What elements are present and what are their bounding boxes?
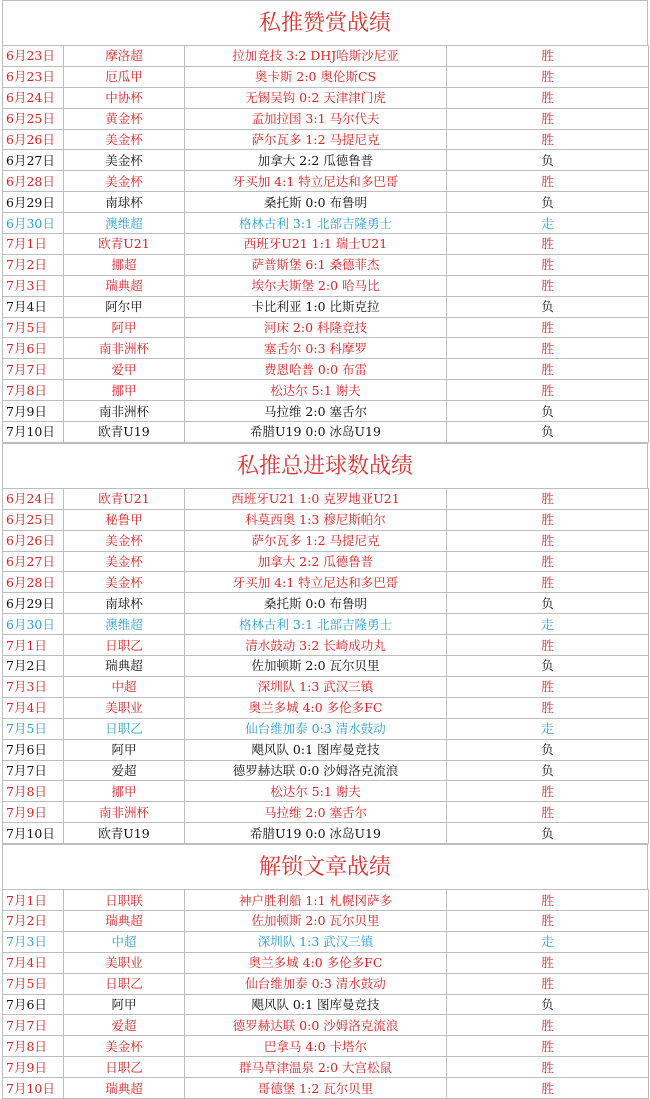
table-row <box>3 359 649 380</box>
league-cell: 欧青U19 <box>64 422 185 443</box>
league-cell: 黄金杯 <box>64 108 185 129</box>
result-cell: 胜 <box>447 171 649 192</box>
match-cell: 萨尔瓦多 1:2 马提尼克 <box>185 129 447 150</box>
match-cell: 格林古利 3:1 北部吉隆勇士 <box>185 213 447 234</box>
league-cell: 挪甲 <box>64 380 185 401</box>
match-cell: 科莫西奥 1:3 穆尼斯帕尔 <box>185 509 447 530</box>
table-row <box>3 380 649 401</box>
result-cell: 胜 <box>447 676 649 697</box>
league-cell: 欧青U21 <box>64 488 185 509</box>
match-cell: 格林古利 3:1 北部吉隆勇士 <box>185 614 447 635</box>
table-row <box>3 593 649 614</box>
table-row <box>3 150 649 171</box>
date-cell: 6月29日 <box>3 192 64 213</box>
league-cell: 挪超 <box>64 254 185 275</box>
match-cell: 马拉维 2:0 塞舌尔 <box>185 401 447 422</box>
match-cell: 巴拿马 4:0 卡塔尔 <box>185 1036 447 1057</box>
table-row <box>3 296 649 317</box>
league-cell: 瑞典超 <box>64 1078 185 1099</box>
match-cell: 桑托斯 0:0 布鲁明 <box>185 192 447 213</box>
table-row <box>3 802 649 823</box>
table-row <box>3 488 649 509</box>
league-cell: 日职乙 <box>64 718 185 739</box>
league-cell: 日职乙 <box>64 635 185 656</box>
date-cell: 7月10日 <box>3 823 64 844</box>
match-cell: 松达尔 5:1 谢夫 <box>185 781 447 802</box>
match-cell: 埃尔夫斯堡 2:0 哈马比 <box>185 275 447 296</box>
league-cell: 日职乙 <box>64 973 185 994</box>
table-row <box>3 614 649 635</box>
league-cell: 中协杯 <box>64 87 185 108</box>
match-cell: 加拿大 2:2 瓜德鲁普 <box>185 150 447 171</box>
table-row <box>3 129 649 150</box>
result-cell: 胜 <box>447 317 649 338</box>
league-cell: 南非洲杯 <box>64 802 185 823</box>
result-cell: 胜 <box>447 359 649 380</box>
league-cell: 美职业 <box>64 952 185 973</box>
date-cell: 7月1日 <box>3 234 64 255</box>
table-row <box>3 718 649 739</box>
league-cell: 南非洲杯 <box>64 338 185 359</box>
league-cell: 阿尔甲 <box>64 296 185 317</box>
date-cell: 7月9日 <box>3 401 64 422</box>
table-row <box>3 890 649 911</box>
table-row <box>3 635 649 656</box>
date-cell: 7月9日 <box>3 802 64 823</box>
league-cell: 阿甲 <box>64 317 185 338</box>
match-cell: 佐加顿斯 2:0 瓦尔贝里 <box>185 656 447 677</box>
date-cell: 7月8日 <box>3 781 64 802</box>
result-cell: 走 <box>447 718 649 739</box>
date-cell: 6月25日 <box>3 509 64 530</box>
result-cell: 胜 <box>447 87 649 108</box>
match-cell: 奥兰多城 4:0 多伦多FC <box>185 697 447 718</box>
results-table <box>2 45 649 443</box>
table-row <box>3 823 649 844</box>
table-row <box>3 213 649 234</box>
table-row <box>3 952 649 973</box>
table-row <box>3 509 649 530</box>
table-row <box>3 994 649 1015</box>
date-cell: 7月1日 <box>3 635 64 656</box>
league-cell: 南非洲杯 <box>64 401 185 422</box>
results-table <box>2 488 649 844</box>
table-row <box>3 910 649 931</box>
league-cell: 日职联 <box>64 890 185 911</box>
league-cell: 厄瓜甲 <box>64 66 185 87</box>
result-cell: 胜 <box>447 952 649 973</box>
result-cell: 负 <box>447 593 649 614</box>
date-cell: 7月10日 <box>3 1078 64 1099</box>
date-cell: 6月23日 <box>3 66 64 87</box>
date-cell: 7月7日 <box>3 1015 64 1036</box>
result-cell: 走 <box>447 931 649 952</box>
result-cell: 胜 <box>447 572 649 593</box>
table-row <box>3 46 649 67</box>
table-row <box>3 931 649 952</box>
league-cell: 瑞典超 <box>64 910 185 931</box>
match-cell: 仙台维加泰 0:3 清水鼓动 <box>185 973 447 994</box>
date-cell: 6月26日 <box>3 129 64 150</box>
match-cell: 哥德堡 1:2 瓦尔贝里 <box>185 1078 447 1099</box>
league-cell: 中超 <box>64 676 185 697</box>
date-cell: 7月2日 <box>3 254 64 275</box>
date-cell: 7月1日 <box>3 890 64 911</box>
match-cell: 德罗赫达联 0:0 沙姆洛克流浪 <box>185 760 447 781</box>
match-cell: 河床 2:0 科隆竞技 <box>185 317 447 338</box>
result-cell: 负 <box>447 296 649 317</box>
league-cell: 挪甲 <box>64 781 185 802</box>
date-cell: 7月4日 <box>3 952 64 973</box>
result-cell: 负 <box>447 422 649 443</box>
result-cell: 负 <box>447 739 649 760</box>
league-cell: 美金杯 <box>64 551 185 572</box>
league-cell: 爱超 <box>64 760 185 781</box>
match-cell: 马拉维 2:0 塞舌尔 <box>185 802 447 823</box>
date-cell: 6月24日 <box>3 87 64 108</box>
league-cell: 摩洛超 <box>64 46 185 67</box>
results-table <box>2 889 649 1099</box>
result-cell: 胜 <box>447 380 649 401</box>
date-cell: 6月26日 <box>3 530 64 551</box>
league-cell: 美金杯 <box>64 171 185 192</box>
league-cell: 美金杯 <box>64 129 185 150</box>
league-cell: 阿甲 <box>64 739 185 760</box>
match-cell: 奥兰多城 4:0 多伦多FC <box>185 952 447 973</box>
match-cell: 费恩哈普 0:0 布雷 <box>185 359 447 380</box>
match-cell: 飓风队 0:1 图库曼竞技 <box>185 739 447 760</box>
match-cell: 德罗赫达联 0:0 沙姆洛克流浪 <box>185 1015 447 1036</box>
league-cell: 南球杯 <box>64 192 185 213</box>
match-cell: 孟加拉国 3:1 马尔代夫 <box>185 108 447 129</box>
league-cell: 美职业 <box>64 697 185 718</box>
result-cell: 胜 <box>447 275 649 296</box>
table-row <box>3 1015 649 1036</box>
league-cell: 阿甲 <box>64 994 185 1015</box>
table-row <box>3 338 649 359</box>
table-row <box>3 87 649 108</box>
date-cell: 7月4日 <box>3 697 64 718</box>
league-cell: 欧青U21 <box>64 234 185 255</box>
date-cell: 7月2日 <box>3 910 64 931</box>
date-cell: 7月10日 <box>3 422 64 443</box>
table-row <box>3 401 649 422</box>
result-cell: 负 <box>447 823 649 844</box>
table-row <box>3 317 649 338</box>
date-cell: 6月29日 <box>3 593 64 614</box>
table-row <box>3 171 649 192</box>
result-cell: 负 <box>447 192 649 213</box>
result-cell: 负 <box>447 401 649 422</box>
date-cell: 7月9日 <box>3 1057 64 1078</box>
date-cell: 6月28日 <box>3 572 64 593</box>
date-cell: 6月27日 <box>3 150 64 171</box>
league-cell: 南球杯 <box>64 593 185 614</box>
date-cell: 7月5日 <box>3 317 64 338</box>
match-cell: 神户胜利船 1:1 札幌冈萨多 <box>185 890 447 911</box>
league-cell: 欧青U19 <box>64 823 185 844</box>
date-cell: 7月6日 <box>3 739 64 760</box>
result-cell: 胜 <box>447 697 649 718</box>
section-title: 解锁文章战绩 <box>2 844 648 889</box>
table-row <box>3 530 649 551</box>
result-cell: 胜 <box>447 46 649 67</box>
result-cell: 胜 <box>447 1057 649 1078</box>
table-row <box>3 1057 649 1078</box>
date-cell: 7月6日 <box>3 338 64 359</box>
result-cell: 负 <box>447 760 649 781</box>
league-cell: 澳维超 <box>64 614 185 635</box>
result-cell: 胜 <box>447 781 649 802</box>
table-row <box>3 781 649 802</box>
table-row <box>3 254 649 275</box>
result-cell: 负 <box>447 150 649 171</box>
match-cell: 希腊U19 0:0 冰岛U19 <box>185 422 447 443</box>
date-cell: 6月25日 <box>3 108 64 129</box>
result-cell: 走 <box>447 213 649 234</box>
match-cell: 奥卡斯 2:0 奥伦斯CS <box>185 66 447 87</box>
match-cell: 西班牙U21 1:0 克罗地亚U21 <box>185 488 447 509</box>
table-row <box>3 422 649 443</box>
match-cell: 群马草津温泉 2:0 大宫松鼠 <box>185 1057 447 1078</box>
match-cell: 加拿大 2:2 瓜德鲁普 <box>185 551 447 572</box>
date-cell: 7月5日 <box>3 973 64 994</box>
table-row <box>3 697 649 718</box>
date-cell: 7月8日 <box>3 380 64 401</box>
table-row <box>3 973 649 994</box>
match-cell: 松达尔 5:1 谢夫 <box>185 380 447 401</box>
result-cell: 负 <box>447 994 649 1015</box>
date-cell: 7月3日 <box>3 676 64 697</box>
league-cell: 瑞典超 <box>64 656 185 677</box>
result-cell: 胜 <box>447 890 649 911</box>
table-row <box>3 1036 649 1057</box>
table-row <box>3 572 649 593</box>
league-cell: 美金杯 <box>64 1036 185 1057</box>
match-cell: 牙买加 4:1 特立尼达和多巴哥 <box>185 171 447 192</box>
date-cell: 7月7日 <box>3 760 64 781</box>
result-cell: 胜 <box>447 1015 649 1036</box>
date-cell: 6月30日 <box>3 213 64 234</box>
date-cell: 7月2日 <box>3 656 64 677</box>
result-cell: 胜 <box>447 1036 649 1057</box>
match-cell: 佐加顿斯 2:0 瓦尔贝里 <box>185 910 447 931</box>
table-row <box>3 234 649 255</box>
match-cell: 西班牙U21 1:1 瑞士U21 <box>185 234 447 255</box>
date-cell: 7月8日 <box>3 1036 64 1057</box>
league-cell: 秘鲁甲 <box>64 509 185 530</box>
table-row <box>3 108 649 129</box>
result-cell: 胜 <box>447 530 649 551</box>
result-cell: 负 <box>447 656 649 677</box>
date-cell: 6月27日 <box>3 551 64 572</box>
league-cell: 美金杯 <box>64 530 185 551</box>
league-cell: 美金杯 <box>64 150 185 171</box>
result-cell: 胜 <box>447 910 649 931</box>
match-cell: 拉加竞技 3:2 DHJ哈斯沙尼亚 <box>185 46 447 67</box>
record-sheet <box>2 0 648 1099</box>
result-cell: 胜 <box>447 802 649 823</box>
result-cell: 胜 <box>447 254 649 275</box>
result-cell: 胜 <box>447 551 649 572</box>
result-cell: 胜 <box>447 129 649 150</box>
match-cell: 清水鼓动 3:2 长崎成功丸 <box>185 635 447 656</box>
section-title: 私推赞赏战绩 <box>2 0 648 45</box>
league-cell: 美金杯 <box>64 572 185 593</box>
result-cell: 胜 <box>447 338 649 359</box>
match-cell: 塞舌尔 0:3 科摩罗 <box>185 338 447 359</box>
date-cell: 7月5日 <box>3 718 64 739</box>
table-row <box>3 66 649 87</box>
date-cell: 6月28日 <box>3 171 64 192</box>
date-cell: 7月3日 <box>3 931 64 952</box>
date-cell: 6月24日 <box>3 488 64 509</box>
table-row <box>3 760 649 781</box>
table-row <box>3 1078 649 1099</box>
date-cell: 6月30日 <box>3 614 64 635</box>
table-row <box>3 192 649 213</box>
match-cell: 深圳队 1:3 武汉三镇 <box>185 676 447 697</box>
table-row <box>3 656 649 677</box>
result-cell: 胜 <box>447 234 649 255</box>
table-row <box>3 739 649 760</box>
match-cell: 牙买加 4:1 特立尼达和多巴哥 <box>185 572 447 593</box>
match-cell: 桑托斯 0:0 布鲁明 <box>185 593 447 614</box>
table-row <box>3 676 649 697</box>
date-cell: 7月4日 <box>3 296 64 317</box>
result-cell: 胜 <box>447 635 649 656</box>
league-cell: 中超 <box>64 931 185 952</box>
match-cell: 希腊U19 0:0 冰岛U19 <box>185 823 447 844</box>
match-cell: 深圳队 1:3 武汉三镇 <box>185 931 447 952</box>
section-title: 私推总进球数战绩 <box>2 443 648 488</box>
result-cell: 胜 <box>447 973 649 994</box>
date-cell: 7月7日 <box>3 359 64 380</box>
match-cell: 飓风队 0:1 图库曼竞技 <box>185 994 447 1015</box>
date-cell: 7月6日 <box>3 994 64 1015</box>
table-row <box>3 275 649 296</box>
league-cell: 澳维超 <box>64 213 185 234</box>
match-cell: 萨普斯堡 6:1 桑德菲杰 <box>185 254 447 275</box>
date-cell: 6月23日 <box>3 46 64 67</box>
league-cell: 爱甲 <box>64 359 185 380</box>
result-cell: 胜 <box>447 509 649 530</box>
result-cell: 胜 <box>447 1078 649 1099</box>
result-cell: 走 <box>447 614 649 635</box>
result-cell: 胜 <box>447 108 649 129</box>
date-cell: 7月3日 <box>3 275 64 296</box>
match-cell: 仙台维加泰 0:3 清水鼓动 <box>185 718 447 739</box>
league-cell: 瑞典超 <box>64 275 185 296</box>
match-cell: 卡比利亚 1:0 比斯克拉 <box>185 296 447 317</box>
match-cell: 无锡吴钩 0:2 天津津门虎 <box>185 87 447 108</box>
league-cell: 爱超 <box>64 1015 185 1036</box>
match-cell: 萨尔瓦多 1:2 马提尼克 <box>185 530 447 551</box>
league-cell: 日职乙 <box>64 1057 185 1078</box>
table-row <box>3 551 649 572</box>
result-cell: 胜 <box>447 488 649 509</box>
result-cell: 胜 <box>447 66 649 87</box>
